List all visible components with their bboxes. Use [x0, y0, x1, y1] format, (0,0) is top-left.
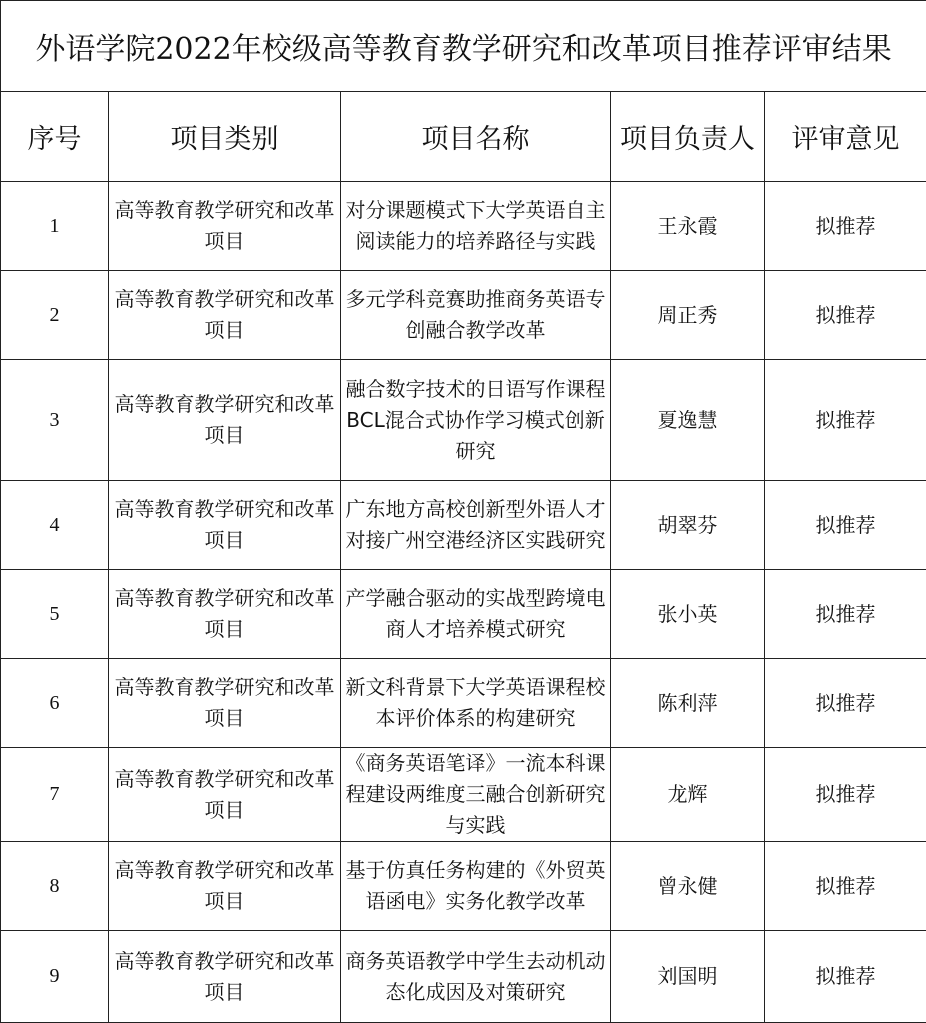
project-category: 高等教育教学研究和改革项目 — [109, 271, 341, 360]
review-opinion: 拟推荐 — [765, 842, 926, 931]
row-number: 5 — [1, 570, 109, 659]
row-number: 6 — [1, 659, 109, 748]
project-leader: 曾永健 — [611, 842, 765, 931]
project-name: 多元学科竞赛助推商务英语专创融合教学改革 — [341, 271, 611, 360]
table-row — [1, 931, 926, 1023]
review-opinion: 拟推荐 — [765, 481, 926, 570]
review-opinion: 拟推荐 — [765, 182, 926, 271]
column-header-name: 项目名称 — [341, 92, 611, 182]
row-number: 8 — [1, 842, 109, 931]
project-name: 基于仿真任务构建的《外贸英语函电》实务化教学改革 — [341, 842, 611, 931]
project-category: 高等教育教学研究和改革项目 — [109, 570, 341, 659]
project-category: 高等教育教学研究和改革项目 — [109, 659, 341, 748]
project-category: 高等教育教学研究和改革项目 — [109, 360, 341, 481]
column-header-no: 序号 — [1, 92, 109, 182]
project-name: 广东地方高校创新型外语人才对接广州空港经济区实践研究 — [341, 481, 611, 570]
row-number: 3 — [1, 360, 109, 481]
column-header-leader: 项目负责人 — [611, 92, 765, 182]
project-category: 高等教育教学研究和改革项目 — [109, 182, 341, 271]
project-leader: 刘国明 — [611, 931, 765, 1023]
header-row — [1, 92, 926, 182]
project-name: 新文科背景下大学英语课程校本评价体系的构建研究 — [341, 659, 611, 748]
project-leader: 夏逸慧 — [611, 360, 765, 481]
table-row — [1, 659, 926, 748]
project-name: 产学融合驱动的实战型跨境电商人才培养模式研究 — [341, 570, 611, 659]
review-opinion: 拟推荐 — [765, 659, 926, 748]
table-row — [1, 748, 926, 842]
project-leader: 龙辉 — [611, 748, 765, 842]
project-leader: 胡翠芬 — [611, 481, 765, 570]
row-number: 7 — [1, 748, 109, 842]
title-row — [1, 1, 926, 92]
row-number: 2 — [1, 271, 109, 360]
project-leader: 陈利萍 — [611, 659, 765, 748]
document-title: 外语学院2022年校级高等教育教学研究和改革项目推荐评审结果 — [1, 1, 926, 92]
review-opinion: 拟推荐 — [765, 748, 926, 842]
row-number: 1 — [1, 182, 109, 271]
row-number: 4 — [1, 481, 109, 570]
project-name: 对分课题模式下大学英语自主阅读能力的培养路径与实践 — [341, 182, 611, 271]
project-name: 《商务英语笔译》一流本科课程建设两维度三融合创新研究与实践 — [341, 748, 611, 842]
project-category: 高等教育教学研究和改革项目 — [109, 748, 341, 842]
table-row — [1, 182, 926, 271]
project-name: 融合数字技术的日语写作课程BCL混合式协作学习模式创新研究 — [341, 360, 611, 481]
review-opinion: 拟推荐 — [765, 360, 926, 481]
project-category: 高等教育教学研究和改革项目 — [109, 842, 341, 931]
table-row — [1, 481, 926, 570]
project-leader: 王永霞 — [611, 182, 765, 271]
project-leader: 张小英 — [611, 570, 765, 659]
project-leader: 周正秀 — [611, 271, 765, 360]
review-opinion: 拟推荐 — [765, 931, 926, 1023]
project-name: 商务英语教学中学生去动机动态化成因及对策研究 — [341, 931, 611, 1023]
project-category: 高等教育教学研究和改革项目 — [109, 931, 341, 1023]
table-row — [1, 271, 926, 360]
table-row — [1, 360, 926, 481]
project-category: 高等教育教学研究和改革项目 — [109, 481, 341, 570]
column-header-opinion: 评审意见 — [765, 92, 926, 182]
table-row — [1, 570, 926, 659]
column-header-category: 项目类别 — [109, 92, 341, 182]
review-opinion: 拟推荐 — [765, 271, 926, 360]
table-row — [1, 842, 926, 931]
review-opinion: 拟推荐 — [765, 570, 926, 659]
row-number: 9 — [1, 931, 109, 1023]
